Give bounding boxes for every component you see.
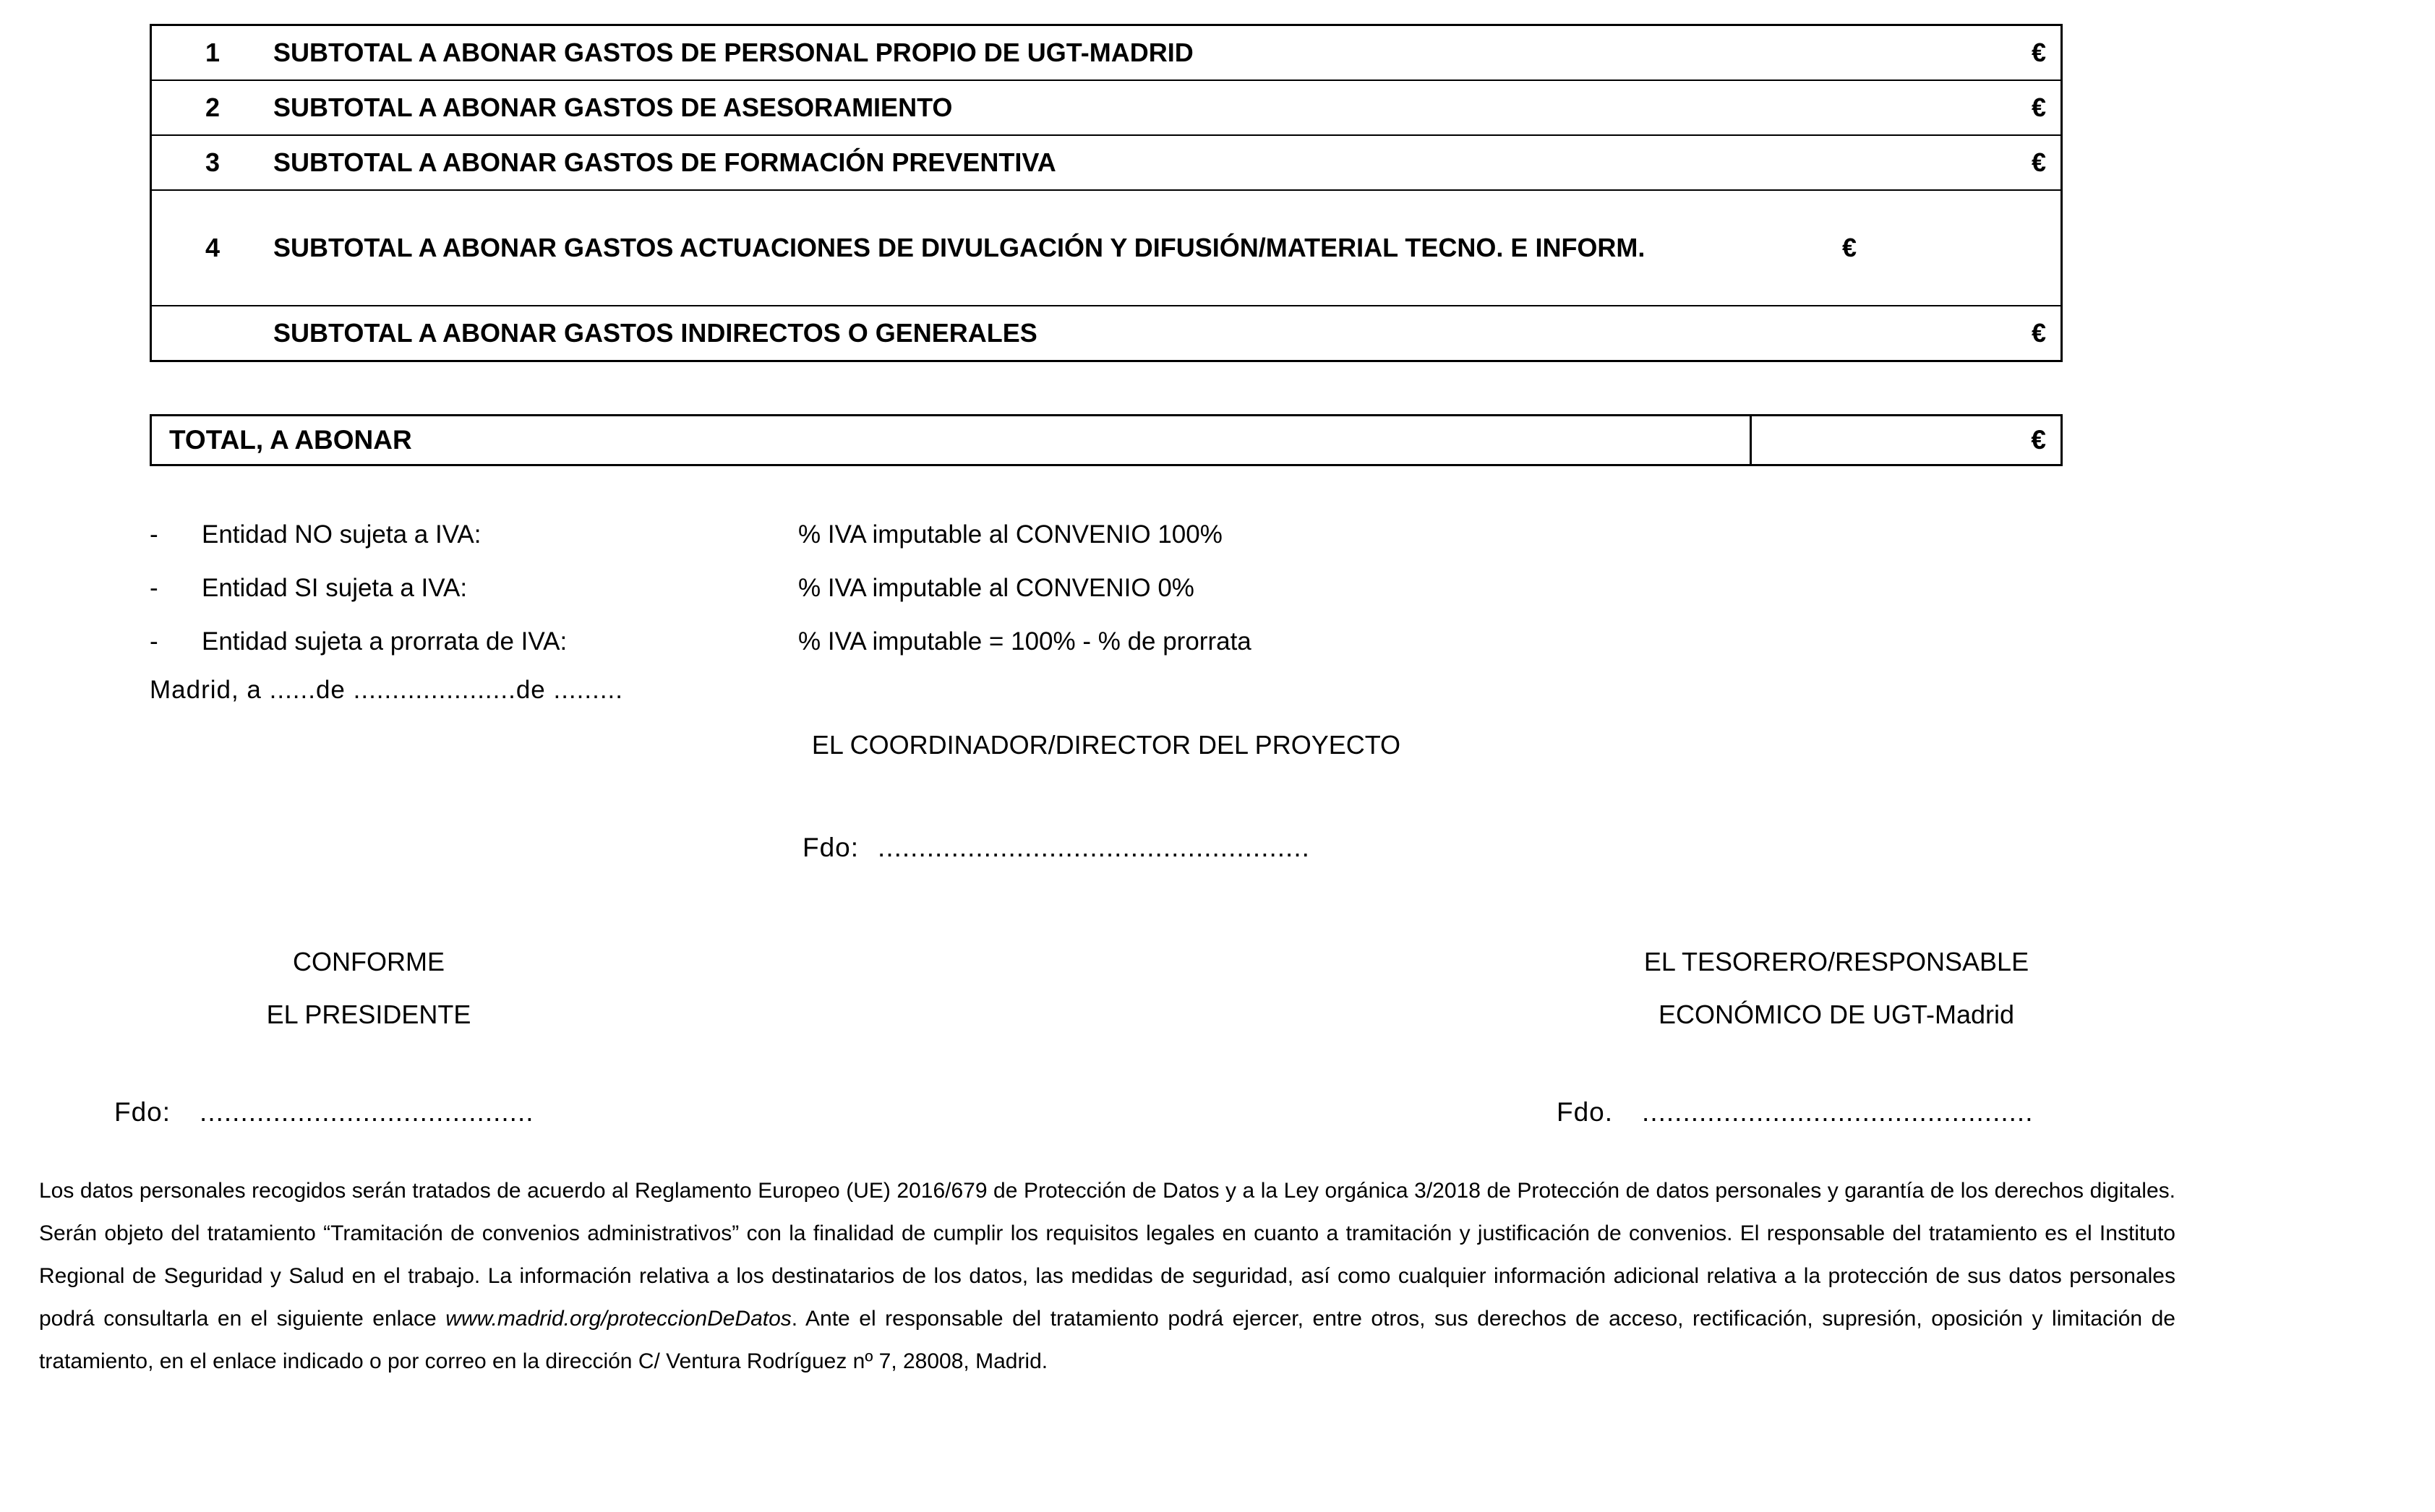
- row-value: €: [2031, 318, 2046, 348]
- signature-dots: .....................................................: [878, 833, 1310, 862]
- iva-detail: % IVA imputable al CONVENIO 100%: [798, 520, 1223, 549]
- row-label: SUBTOTAL A ABONAR GASTOS DE ASESORAMIENTO: [273, 92, 953, 122]
- fdo-label: Fdo:: [803, 833, 860, 862]
- row-number: 3: [205, 147, 221, 177]
- signature-dots: .........................................: [200, 1097, 534, 1127]
- row-label: SUBTOTAL A ABONAR GASTOS DE FORMACIÓN PREVENTIVA: [273, 147, 1056, 177]
- privacy-link: www.madrid.org/proteccionDeDatos: [445, 1307, 792, 1331]
- treasurer-sublabel: ECONÓMICO DE UGT-Madrid: [1658, 1000, 2015, 1029]
- list-bullet: -: [150, 627, 158, 656]
- president-label: EL PRESIDENTE: [266, 1000, 471, 1029]
- row-label: SUBTOTAL A ABONAR GASTOS DE PERSONAL PROPIO DE UGT-MADRID: [273, 37, 1194, 67]
- table-row: [152, 306, 2060, 360]
- list-item: [150, 508, 2029, 562]
- list-item: [150, 562, 2029, 615]
- table-row: [152, 136, 2060, 191]
- row-value: €: [2031, 93, 2046, 122]
- iva-entity-label: Entidad SI sujeta a IVA:: [202, 574, 468, 602]
- list-bullet: -: [150, 520, 158, 549]
- table-row: [152, 191, 2060, 306]
- signature-block-treasurer: [1591, 935, 2082, 1041]
- row-label: SUBTOTAL A ABONAR GASTOS INDIRECTOS O GENERALES: [273, 317, 1037, 348]
- signature-dots: ................................................: [1642, 1097, 2034, 1127]
- row-number: 1: [205, 38, 221, 67]
- total-value: €: [1750, 416, 2060, 464]
- subtotals-table: [150, 24, 2063, 362]
- row-value: €: [1842, 233, 1857, 262]
- total-label: TOTAL, A ABONAR: [169, 425, 412, 455]
- iva-detail: % IVA imputable al CONVENIO 0%: [798, 574, 1194, 602]
- list-bullet: -: [150, 574, 158, 602]
- fdo-label: Fdo:: [114, 1097, 171, 1127]
- date-line: Madrid, a ......de .....................de .........: [150, 676, 623, 704]
- row-number: 2: [205, 93, 221, 122]
- row-number: 4: [205, 233, 221, 262]
- table-row: [152, 26, 2060, 81]
- conforme-label: CONFORME: [293, 947, 445, 976]
- signature-block-president: [202, 935, 535, 1041]
- iva-entity-label: Entidad sujeta a prorrata de IVA:: [202, 627, 568, 656]
- row-value: €: [2031, 147, 2046, 177]
- fdo-label: Fdo.: [1557, 1097, 1614, 1127]
- treasurer-label: EL TESORERO/RESPONSABLE: [1643, 947, 2029, 976]
- signature-line-treasurer: [1557, 1097, 2033, 1127]
- signature-line-president: [114, 1097, 534, 1127]
- list-item: [150, 615, 2029, 669]
- privacy-text-part2: . Ante el responsable del tratamiento podrá ejercer, entre otros, sus derechos de acceso, rectificación, supresión, oposición y limitación de tratamiento, en el enlace indicado o por correo en la dirección C/ Ventura Rodríguez nº 7, 28008, Madrid.: [39, 1307, 2175, 1373]
- iva-notes: [150, 508, 2029, 669]
- privacy-paragraph: [39, 1169, 2175, 1383]
- privacy-text-part1: Los datos personales recogidos serán tratados de acuerdo al Reglamento Europeo (UE) 2016/679 de Protección de Datos y a la Ley orgánica 3/2018 de Protección de datos personales y garantía de los derechos digitales. Serán objeto del tratamiento “Tramitación de convenios administrativos” con la finalidad de cumplir los requisitos legales en cuanto a tramitación y justificación de convenios. El responsable del tratamiento es el Instituto Regional de Seguridad y Salud en el trabajo. La información relativa a los destinatarios de los datos, las medidas de seguridad, así como cualquier información adicional relativa a la protección de sus datos personales podrá consultarla en el siguiente enlace: [39, 1179, 2175, 1331]
- signature-line-coordinator: [803, 833, 1310, 863]
- row-value: €: [2031, 38, 2046, 67]
- iva-detail: % IVA imputable = 100% - % de prorrata: [798, 627, 1251, 656]
- iva-entity-label: Entidad NO sujeta a IVA:: [202, 520, 482, 549]
- table-row: [152, 81, 2060, 136]
- coordinator-title: EL COORDINADOR/DIRECTOR DEL PROYECTO: [811, 730, 1401, 760]
- row-label: SUBTOTAL A ABONAR GASTOS ACTUACIONES DE DIVULGACIÓN Y DIFUSIÓN/MATERIAL TECNO. E INFORM.: [273, 232, 1646, 262]
- total-table: [150, 414, 2063, 466]
